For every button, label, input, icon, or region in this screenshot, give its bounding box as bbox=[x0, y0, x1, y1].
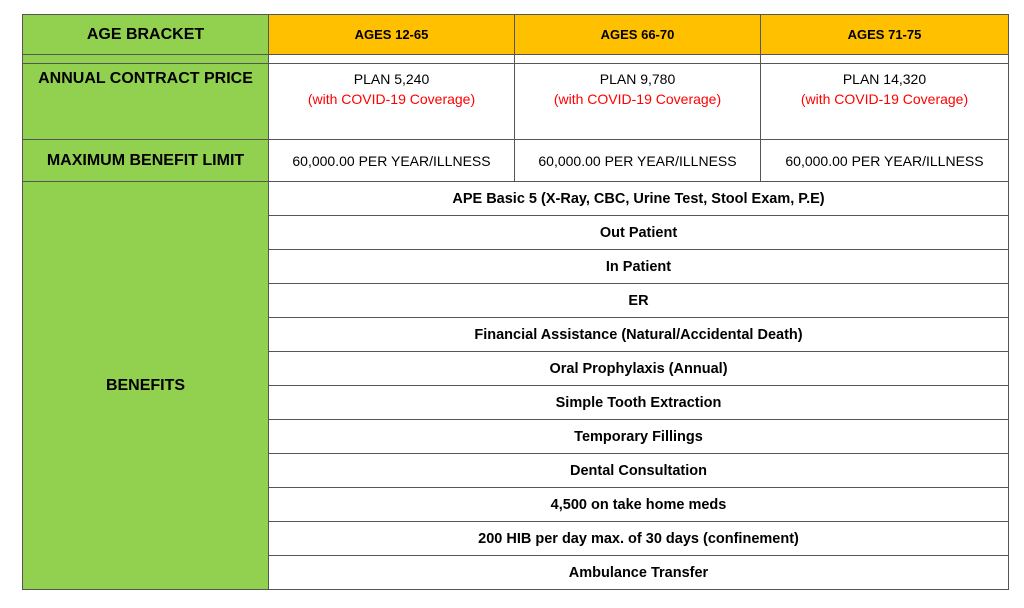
price-cell-66-70 bbox=[515, 64, 761, 140]
maximum-benefit-limit-row bbox=[23, 140, 1009, 182]
price-cell-12-65 bbox=[269, 64, 515, 140]
benefit-item: Dental Consultation bbox=[269, 454, 1009, 488]
age-header-66-70: AGES 66-70 bbox=[515, 15, 761, 55]
spacer-row bbox=[23, 55, 1009, 64]
benefit-item: Ambulance Transfer bbox=[269, 556, 1009, 590]
plan-price: PLAN 14,320 bbox=[842, 71, 927, 87]
benefit-item: Oral Prophylaxis (Annual) bbox=[269, 352, 1009, 386]
benefit-item: APE Basic 5 (X-Ray, CBC, Urine Test, Stool Exam, P.E) bbox=[269, 182, 1009, 216]
benefit-item: Out Patient bbox=[269, 216, 1009, 250]
benefit-item: 200 HIB per day max. of 30 days (confinement) bbox=[269, 522, 1009, 556]
plan-comparison-table bbox=[22, 14, 1009, 590]
annual-contract-price-label: ANNUAL CONTRACT PRICE bbox=[23, 64, 269, 140]
covid-coverage-note: (with COVID-19 Coverage) bbox=[553, 91, 722, 107]
benefit-item: Temporary Fillings bbox=[269, 420, 1009, 454]
age-header-71-75: AGES 71-75 bbox=[761, 15, 1009, 55]
benefit-limit-12-65: 60,000.00 PER YEAR/ILLNESS bbox=[269, 140, 515, 182]
plan-price: PLAN 9,780 bbox=[599, 71, 676, 87]
age-header-12-65: AGES 12-65 bbox=[269, 15, 515, 55]
benefit-limit-66-70: 60,000.00 PER YEAR/ILLNESS bbox=[515, 140, 761, 182]
plan-table-container bbox=[22, 14, 1008, 594]
benefit-row bbox=[23, 182, 1009, 216]
price-cell-71-75 bbox=[761, 64, 1009, 140]
benefit-item: Simple Tooth Extraction bbox=[269, 386, 1009, 420]
benefit-item: In Patient bbox=[269, 250, 1009, 284]
covid-coverage-note: (with COVID-19 Coverage) bbox=[307, 91, 476, 107]
age-bracket-label: AGE BRACKET bbox=[23, 15, 269, 55]
benefit-item: ER bbox=[269, 284, 1009, 318]
maximum-benefit-limit-label: MAXIMUM BENEFIT LIMIT bbox=[23, 140, 269, 182]
age-bracket-row bbox=[23, 15, 1009, 55]
plan-price: PLAN 5,240 bbox=[353, 71, 430, 87]
benefit-limit-71-75: 60,000.00 PER YEAR/ILLNESS bbox=[761, 140, 1009, 182]
benefit-item: 4,500 on take home meds bbox=[269, 488, 1009, 522]
benefit-item: Financial Assistance (Natural/Accidental Death) bbox=[269, 318, 1009, 352]
annual-contract-price-row bbox=[23, 64, 1009, 140]
benefits-label: BENEFITS bbox=[23, 182, 269, 590]
covid-coverage-note: (with COVID-19 Coverage) bbox=[800, 91, 969, 107]
